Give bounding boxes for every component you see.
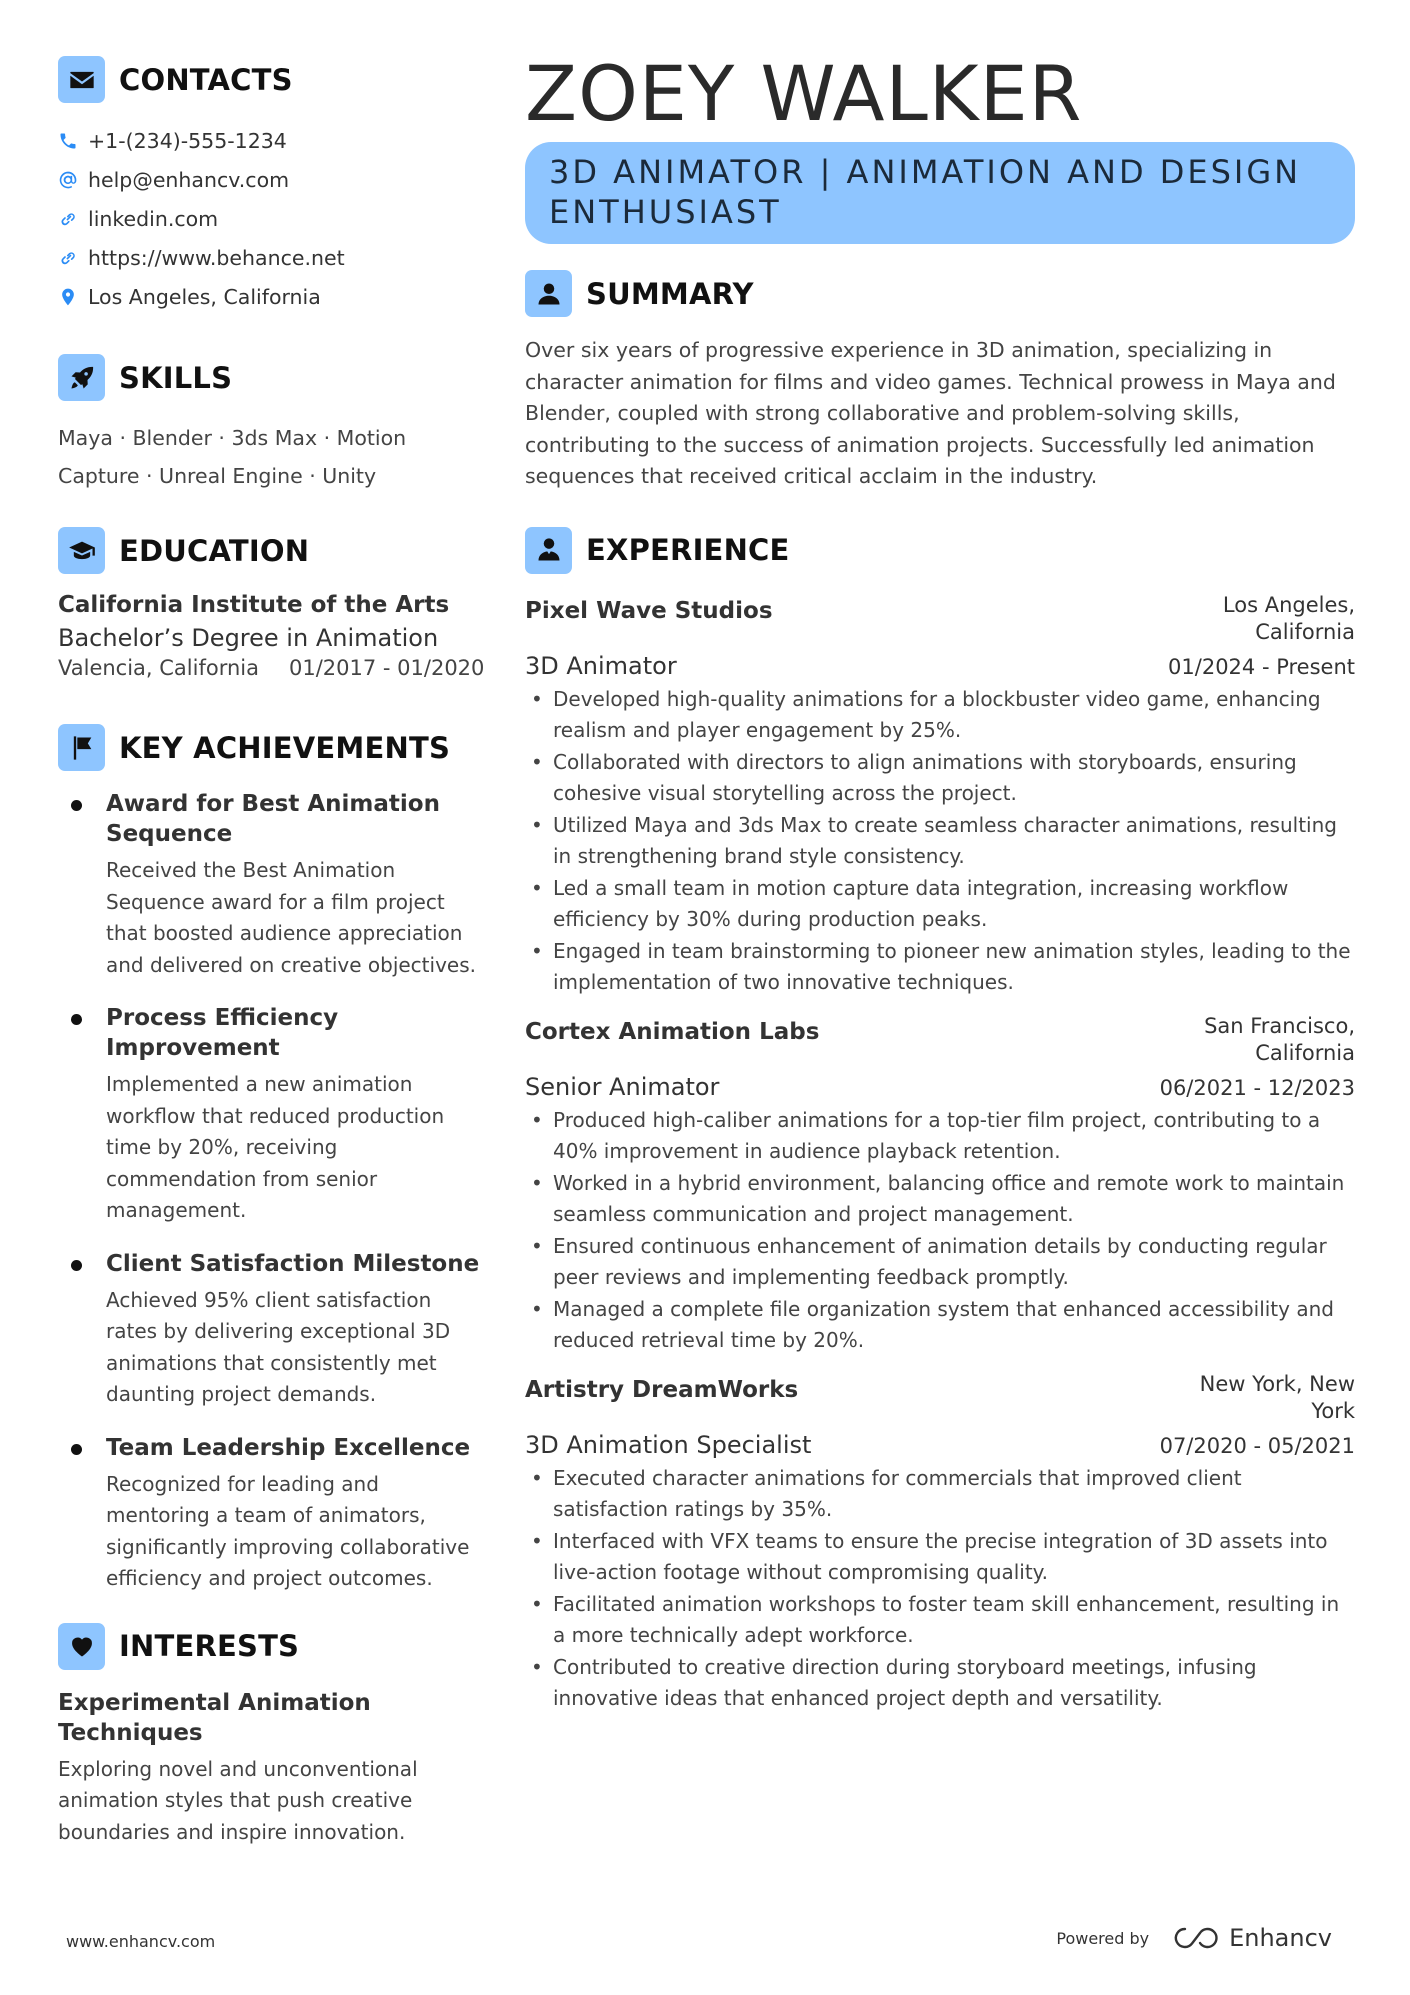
job-bullet: • Executed character animations for commercials that improved client satisfaction ratings by 35%. bbox=[525, 1463, 1355, 1526]
right-column bbox=[525, 50, 1355, 1729]
job-bullets bbox=[525, 1105, 1355, 1357]
job-company: Cortex Animation Labs bbox=[525, 1018, 820, 1045]
skills-heading: SKILLS bbox=[119, 360, 233, 395]
contact-list bbox=[58, 121, 488, 316]
experience-heading: EXPERIENCE bbox=[586, 533, 790, 567]
at-icon bbox=[58, 170, 78, 190]
job-bullets bbox=[525, 1463, 1355, 1715]
bullet-icon bbox=[71, 1444, 82, 1455]
job-bullet: • Produced high-caliber animations for a top-tier film project, contributing to a 40% improvement in audience playback retention. bbox=[525, 1105, 1355, 1168]
job-bullet: • Managed a complete file organization system that enhanced accessibility and reduced retrieval time by 20%. bbox=[525, 1294, 1355, 1357]
summary-header bbox=[525, 270, 1355, 317]
job-bullet: • Contributed to creative direction during storyboard meetings, infusing innovative ideas that enhanced project depth and versatility. bbox=[525, 1652, 1355, 1715]
contact-email-text: help@enhancv.com bbox=[88, 167, 290, 192]
heart-icon bbox=[58, 1623, 105, 1670]
interest-title: Experimental Animation Techniques bbox=[58, 1689, 371, 1746]
rocket-icon bbox=[58, 354, 105, 401]
graduation-cap-icon bbox=[58, 527, 105, 574]
job-role: 3D Animation Specialist bbox=[525, 1430, 812, 1459]
candidate-name: ZOEY WALKER bbox=[525, 49, 1083, 138]
contact-location-text: Los Angeles, California bbox=[88, 284, 321, 309]
title-banner bbox=[525, 142, 1355, 244]
brand-logo[interactable] bbox=[1173, 1924, 1332, 1952]
achievement-title: Award for Best Animation Sequence bbox=[106, 791, 440, 847]
job-dates: 07/2020 - 05/2021 bbox=[1159, 1433, 1355, 1458]
education-degree: Bachelor’s Degree in Animation bbox=[58, 624, 439, 652]
job-entry bbox=[525, 1013, 1355, 1357]
candidate-title: 3D ANIMATOR | ANIMATION AND DESIGN ENTHUSIAST bbox=[549, 153, 1302, 231]
achievement-item bbox=[58, 789, 488, 981]
achievements-heading: KEY ACHIEVEMENTS bbox=[119, 730, 451, 765]
experience-header bbox=[525, 527, 1355, 574]
interests-heading: INTERESTS bbox=[119, 1629, 300, 1663]
education-section bbox=[58, 527, 488, 680]
skills-section bbox=[58, 354, 488, 495]
bullet-icon bbox=[71, 800, 82, 811]
skills-list: Maya · Blender · 3ds Max · Motion Capture · Unreal Engine · Unity bbox=[58, 426, 407, 488]
enhancv-logo-icon bbox=[1173, 1925, 1219, 1951]
job-dates: 01/2024 - Present bbox=[1168, 654, 1355, 679]
education-header bbox=[58, 527, 488, 574]
achievement-item bbox=[58, 1003, 488, 1227]
education-heading: EDUCATION bbox=[119, 533, 310, 568]
achievement-desc: Received the Best Animation Sequence award for a film project that boosted audience appreciation and delivered on creative objectives. bbox=[106, 858, 476, 977]
achievement-item bbox=[58, 1433, 488, 1595]
job-bullet: • Facilitated animation workshops to foster team skill enhancement, resulting in a more technically adept workforce. bbox=[525, 1589, 1355, 1652]
location-icon bbox=[58, 287, 78, 307]
flag-icon bbox=[58, 724, 105, 771]
job-bullet: • Interfaced with VFX teams to ensure the precise integration of 3D assets into live-action footage without compromising quality. bbox=[525, 1526, 1355, 1589]
job-dates: 06/2021 - 12/2023 bbox=[1159, 1075, 1355, 1100]
left-column bbox=[58, 56, 488, 1848]
job-entry bbox=[525, 1371, 1355, 1715]
job-bullet: • Utilized Maya and 3ds Max to create seamless character animations, resulting in strengthening brand style consistency. bbox=[525, 810, 1355, 873]
job-entry bbox=[525, 592, 1355, 999]
job-bullet: • Ensured continuous enhancement of animation details by conducting regular peer reviews and implementing feedback promptly. bbox=[525, 1231, 1355, 1294]
job-location: New York, New York bbox=[1199, 1371, 1355, 1423]
education-school: California Institute of the Arts bbox=[58, 592, 450, 618]
interest-desc: Exploring novel and unconventional animation styles that push creative boundaries and inspire innovation. bbox=[58, 1756, 418, 1844]
interests-section bbox=[58, 1623, 488, 1849]
achievement-title: Client Satisfaction Milestone bbox=[106, 1250, 480, 1277]
powered-by-label: Powered by bbox=[1056, 1928, 1150, 1948]
job-role: Senior Animator bbox=[525, 1072, 720, 1101]
contact-linkedin-text: linkedin.com bbox=[88, 206, 219, 231]
user-tie-icon bbox=[525, 527, 572, 574]
summary-text: Over six years of progressive experience in 3D animation, specializing in character animation for films and video games. Technical prowess in Maya and Blender, coupled with strong collaborative and problem-solving skills, contributing to the success of animation projects. Successfully led animation sequences that received critical acclaim in the industry. bbox=[525, 338, 1336, 488]
job-company: Artistry DreamWorks bbox=[525, 1376, 799, 1403]
envelope-icon bbox=[58, 56, 105, 103]
job-location: San Francisco, California bbox=[1204, 1013, 1355, 1065]
achievements-header bbox=[58, 724, 488, 771]
contact-linkedin[interactable] bbox=[58, 199, 488, 238]
link-icon bbox=[58, 248, 78, 268]
summary-heading: SUMMARY bbox=[586, 276, 754, 311]
education-location: Valencia, California bbox=[58, 656, 259, 680]
achievements-list bbox=[58, 789, 488, 1595]
job-bullet: • Collaborated with directors to align animations with storyboards, ensuring cohesive visual storytelling across the project. bbox=[525, 747, 1355, 810]
achievements-section bbox=[58, 724, 488, 1595]
contacts-header bbox=[58, 56, 488, 103]
phone-icon bbox=[58, 131, 78, 151]
summary-section bbox=[525, 270, 1355, 493]
contact-email[interactable] bbox=[58, 160, 488, 199]
contact-phone[interactable] bbox=[58, 121, 488, 160]
footer-branding bbox=[1056, 1924, 1332, 1952]
job-location: Los Angeles, California bbox=[1222, 592, 1355, 644]
contacts-heading: CONTACTS bbox=[119, 62, 293, 97]
brand-name: Enhancv bbox=[1229, 1924, 1332, 1952]
job-bullet: • Worked in a hybrid environment, balancing office and remote work to maintain seamless communication and project management. bbox=[525, 1168, 1355, 1231]
contact-behance[interactable] bbox=[58, 238, 488, 277]
contact-behance-text: https://www.behance.net bbox=[88, 245, 345, 270]
achievement-title: Process Efficiency Improvement bbox=[106, 1005, 339, 1061]
education-meta bbox=[58, 656, 488, 680]
user-icon bbox=[525, 270, 572, 317]
link-icon bbox=[58, 209, 78, 229]
contact-phone-text: +1-(234)-555-1234 bbox=[88, 128, 287, 153]
achievement-desc: Implemented a new animation workflow that reduced production time by 20%, receiving commendation from senior management. bbox=[106, 1072, 445, 1222]
job-bullet: • Led a small team in motion capture data integration, increasing workflow efficiency by 30% during production peaks. bbox=[525, 873, 1355, 936]
interests-header bbox=[58, 1623, 488, 1670]
contact-location bbox=[58, 277, 488, 316]
achievement-desc: Recognized for leading and mentoring a team of animators, significantly improving collaborative efficiency and project outcomes. bbox=[106, 1471, 470, 1590]
job-bullets bbox=[525, 684, 1355, 999]
job-role: 3D Animator bbox=[525, 651, 677, 680]
achievement-item bbox=[58, 1249, 488, 1411]
footer-website[interactable]: www.enhancv.com bbox=[66, 1932, 216, 1951]
education-dates: 01/2017 - 01/2020 bbox=[289, 656, 485, 680]
job-company: Pixel Wave Studios bbox=[525, 597, 773, 624]
experience-section bbox=[525, 527, 1355, 1715]
achievement-desc: Achieved 95% client satisfaction rates by delivering exceptional 3D animations that consistently met daunting project demands. bbox=[106, 1287, 451, 1406]
job-bullet: • Engaged in team brainstorming to pioneer new animation styles, leading to the implementation of two innovative techniques. bbox=[525, 936, 1355, 999]
bullet-icon bbox=[71, 1260, 82, 1271]
bullet-icon bbox=[71, 1014, 82, 1025]
contacts-section bbox=[58, 56, 488, 316]
achievement-title: Team Leadership Excellence bbox=[106, 1434, 471, 1461]
skills-header bbox=[58, 354, 488, 401]
job-bullet: • Developed high-quality animations for a blockbuster video game, enhancing realism and player engagement by 25%. bbox=[525, 684, 1355, 747]
